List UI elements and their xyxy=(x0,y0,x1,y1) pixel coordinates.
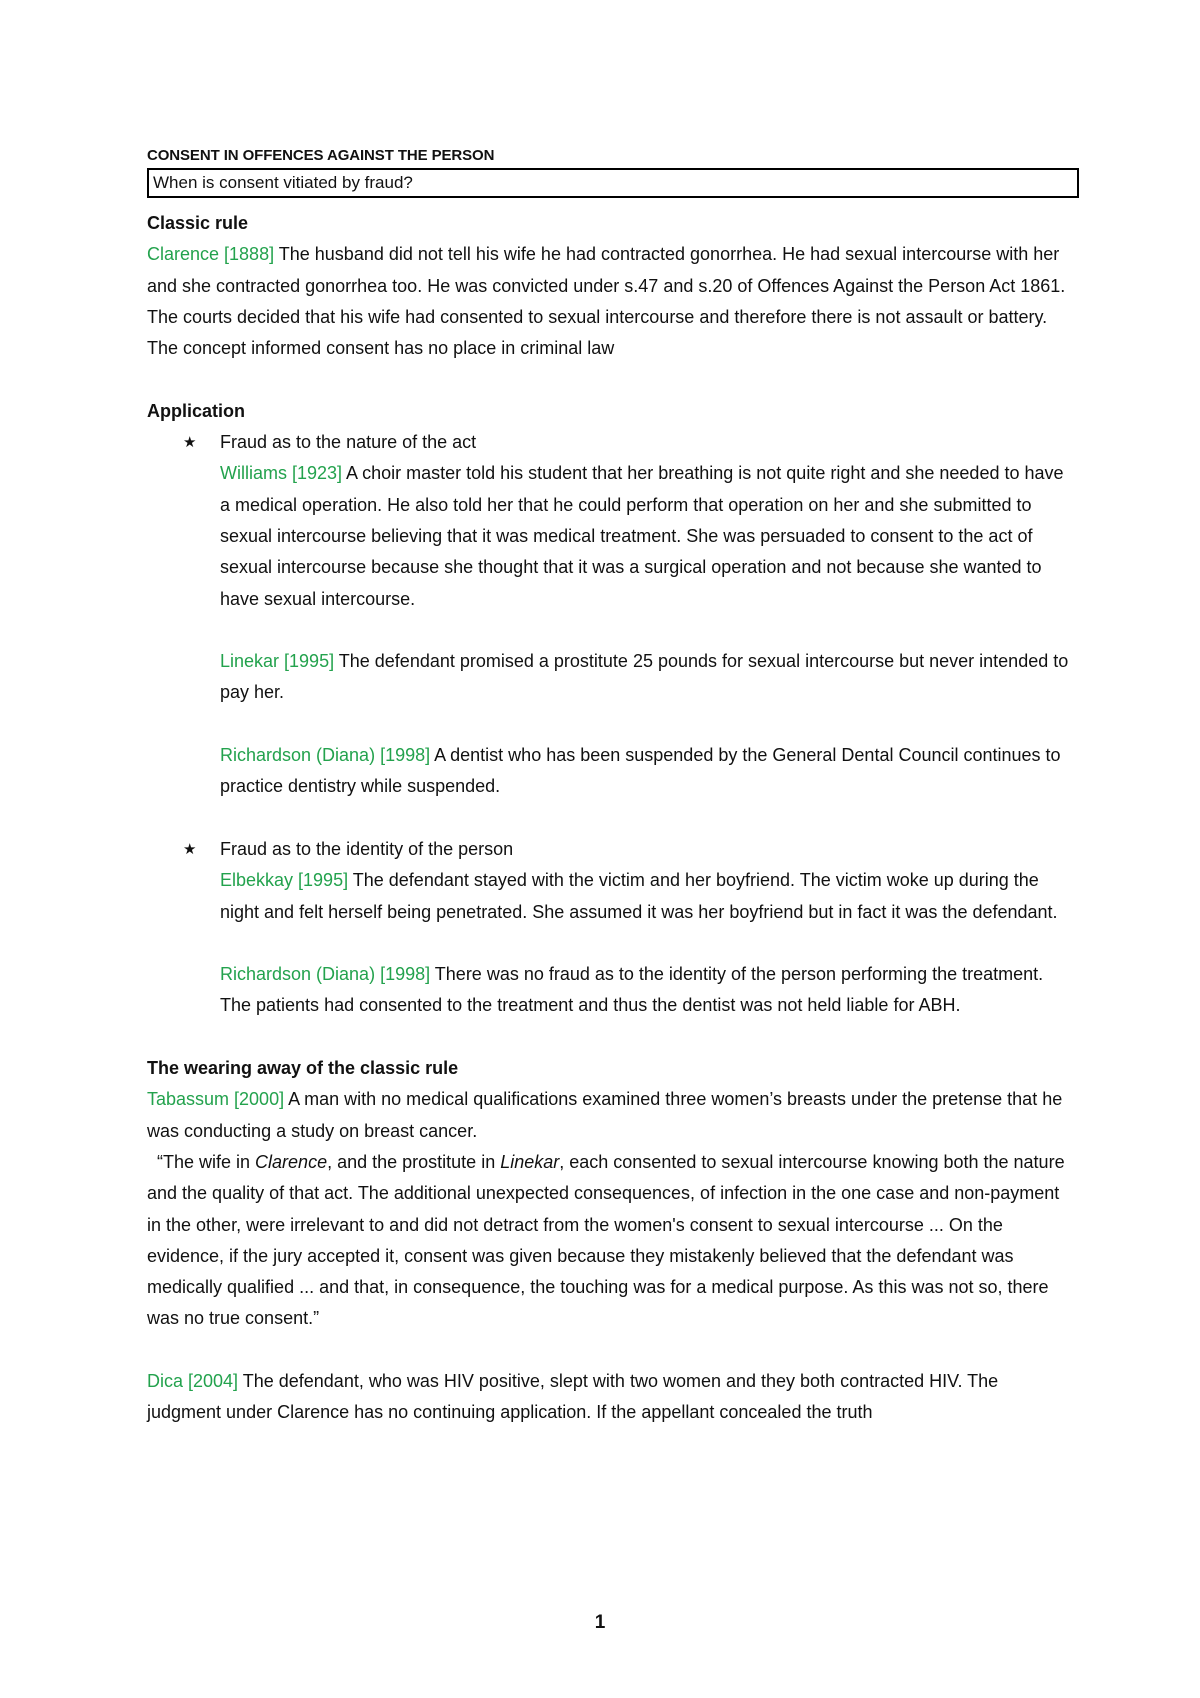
star-icon: ★ xyxy=(183,840,197,858)
tabassum-paragraph xyxy=(147,1084,1077,1147)
page-number: 1 xyxy=(594,1612,606,1633)
quote-text: , and the prostitute in xyxy=(327,1151,501,1172)
classic-rule-heading: Classic rule xyxy=(147,213,249,233)
bullet-label: Fraud as to the identity of the person xyxy=(220,838,514,859)
tabassum-quote xyxy=(147,1147,1077,1335)
case-name-elbekkay: Elbekkay [1995] xyxy=(220,870,349,891)
bullet-label: Fraud as to the nature of the act xyxy=(220,432,477,453)
dica-text: The defendant, who was HIV positive, slept with two women and they both contracted HIV. The judgment under Clarence has no continuing application. If the appellant concealed the truth xyxy=(147,1370,999,1423)
williams-text: A choir master told his student that her breathing is not quite right and she needed to have a medical operation. He also told her that he could perform that operation on her and she submitted to sexual intercourse believing that it was medical treatment. She was persuaded to consent to the act of sexual intercourse because she thought that it was a surgical operation and not because she wanted to have sexual intercourse. xyxy=(220,463,1064,609)
wearing-away-heading: The wearing away of the classic rule xyxy=(147,1058,459,1079)
question-box: When is consent vitiated by fraud? xyxy=(147,168,1079,198)
elbekkay-text: The defendant stayed with the victim and her boyfriend. The victim woke up during the night and felt herself being penetrated. She assumed it was her boyfriend but in fact it was the defendant. xyxy=(220,870,1058,922)
case-name-dica: Dica [2004] xyxy=(147,1370,239,1391)
bullet-identity-of-person xyxy=(147,834,1077,865)
case-name-linekar: Linekar [1995] xyxy=(220,651,335,672)
richardson-text-2: There was no fraud as to the identity of the person performing the treatment. The patients had consented to the treatment and thus the dentist was not held liable for ABH. xyxy=(220,964,1044,1016)
richardson-paragraph-1 xyxy=(147,740,1077,803)
case-name-clarence: Clarence [1888] xyxy=(147,244,275,265)
case-name-tabassum: Tabassum [2000] xyxy=(147,1089,285,1110)
case-name-richardson: Richardson (Diana) [1998] xyxy=(220,745,431,766)
dica-paragraph xyxy=(147,1366,1077,1429)
elbekkay-paragraph xyxy=(147,865,1077,928)
document-title: CONSENT IN OFFENCES AGAINST THE PERSON xyxy=(147,147,495,164)
linekar-text: The defendant promised a prostitute 25 pounds for sexual intercourse but never intended to pay her. xyxy=(220,651,1069,703)
clarence-text: The husband did not tell his wife he had contracted gonorrhea. He had sexual intercourse with her and she contracted gonorrhea too. He was convicted under s.47 and s.20 of Offences Against the Person Act 1861. The courts decided that his wife had consented to sexual intercourse and therefore there is not assault or battery. The concept informed consent has no place in criminal law xyxy=(147,244,1066,359)
quote-case-clarence: Clarence xyxy=(255,1151,328,1172)
quote-text: , each consented to sexual intercourse knowing both the nature and the quality of that act. The additional unexpected consequences, of infection in the one case and non-payment in the other, were irrelevant to and did not detract from the women's consent to sexual intercourse ... On the evidence, if the jury accepted it, consent was given because they mistakenly believed that the defendant was medically qualified ... and that, in consequence, the touching was for a medical purpose. As this was not so, there was no true consent.” xyxy=(147,1151,1065,1329)
bullet-nature-of-act xyxy=(147,427,1077,458)
linekar-paragraph xyxy=(147,646,1077,709)
quote-case-linekar: Linekar xyxy=(500,1151,560,1172)
star-icon: ★ xyxy=(183,434,197,452)
quote-text: “The wife in xyxy=(147,1151,256,1172)
document-body xyxy=(147,145,1077,1429)
richardson-paragraph-2 xyxy=(147,959,1077,1022)
tabassum-text: A man with no medical qualifications examined three women’s breasts under the pretense that he was conducting a study on breast cancer. xyxy=(147,1089,1063,1141)
case-name-williams: Williams [1923] xyxy=(220,463,343,484)
richardson-text-1: A dentist who has been suspended by the General Dental Council continues to practice dentistry while suspended. xyxy=(220,745,1061,797)
case-name-richardson: Richardson (Diana) [1998] xyxy=(220,964,431,985)
application-heading: Application xyxy=(147,400,245,421)
clarence-paragraph xyxy=(147,239,1077,364)
williams-paragraph xyxy=(147,458,1077,614)
